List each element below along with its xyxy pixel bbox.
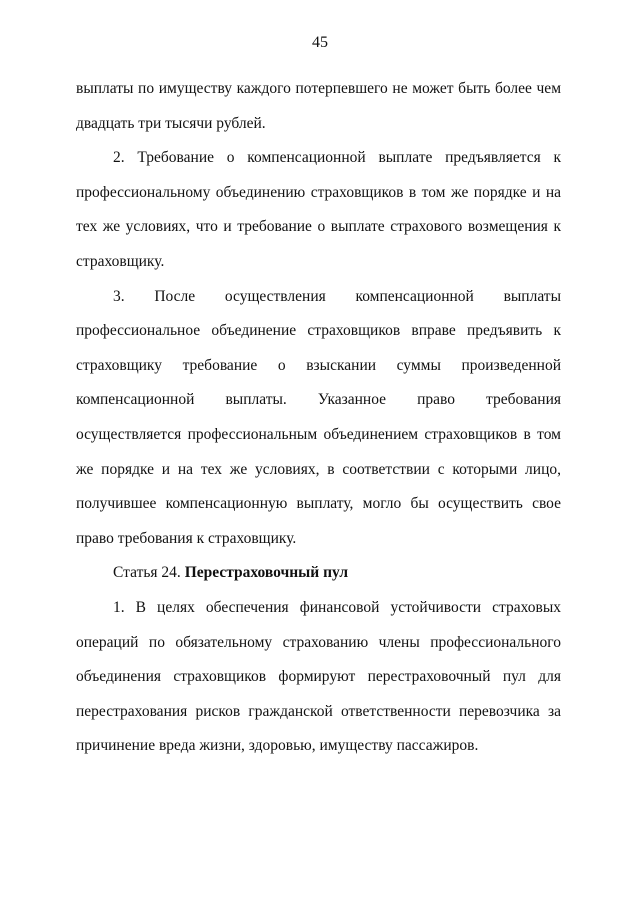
paragraph-item-3: 3. После осуществления компенсационной выплаты профессиональное объединение страховщиков вправе предъявить к страховщику требование о взыскании суммы произведенной компенсационной выплаты. Указанное право требования осуществляется профессиональным объединением страховщиков в том же порядке и на тех же условиях, в соответствии с которыми лицо, получившее компенсационную выплату, могло бы осуществить свое право требования к страховщику. [76, 287, 561, 547]
document-body [76, 72, 561, 764]
article-number: Статья 24. [113, 564, 185, 582]
page-number: 45 [312, 34, 328, 51]
paragraph-continuation: выплаты по имуществу каждого потерпевшего не может быть более чем двадцать три тысячи рублей. [76, 80, 561, 132]
article-heading [76, 556, 561, 591]
article-title: Перестраховочный пул [184, 564, 349, 582]
article-paragraph-1: 1. В целях обеспечения финансовой устойчивости страховых операций по обязательному страхованию члены профессионального объединения страховщиков формируют перестраховочный пул для перестрахования рисков гражданской ответственности перевозчика за причинение вреда жизни, здоровью, имуществу пассажиров. [76, 598, 561, 755]
paragraph-item-2: 2. Требование о компенсационной выплате предъявляется к профессиональному объединению страховщиков в том же порядке и на тех же условиях, что и требование о выплате страхового возмещения к страховщику. [76, 149, 561, 270]
